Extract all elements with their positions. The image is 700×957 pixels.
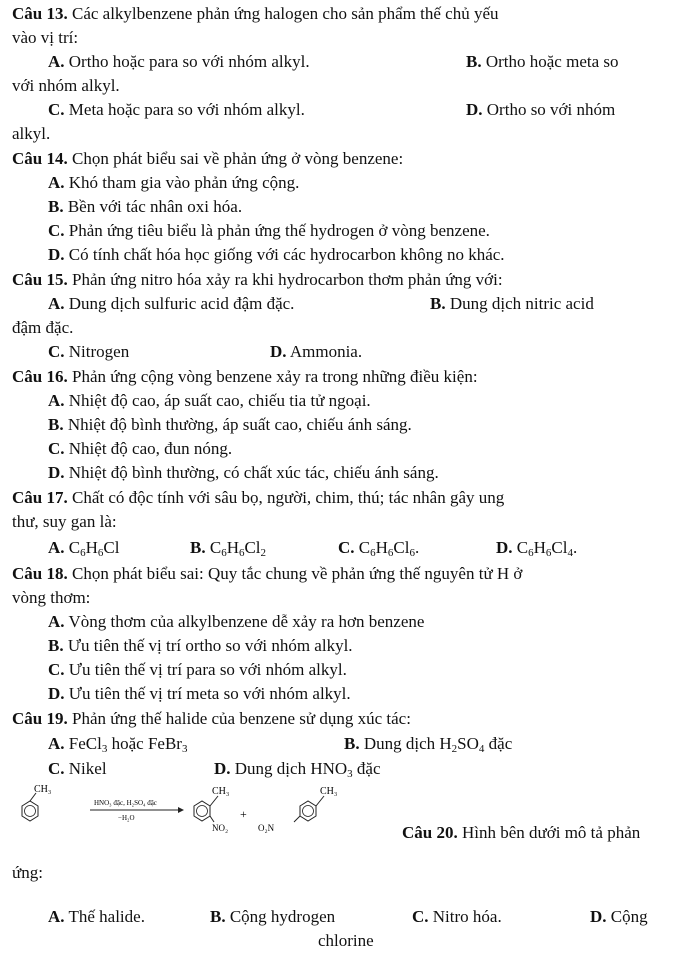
- q18-stem-line1: Câu 18. Chọn phát biểu sai: Quy tắc chung về phản ứng thế nguyên tử H ở: [12, 564, 523, 583]
- q13-option-b[interactable]: B. Ortho hoặc meta so: [466, 52, 619, 71]
- q16-stem-line: Câu 16. Phản ứng cộng vòng benzene xảy ra trong những điều kiện:: [12, 367, 478, 386]
- q15-stem-line: Câu 15. Phản ứng nitro hóa xảy ra khi hydrocarbon thơm phản ứng với:: [12, 270, 503, 289]
- q13-options-row2: [0, 99, 700, 121]
- product2-ch3-label: CH₃: [320, 786, 338, 797]
- q13-stem-2: vào vị trí:: [12, 28, 79, 47]
- q13-option-d[interactable]: D. Ortho so với nhóm: [466, 100, 616, 119]
- q15-options-row1: [0, 293, 700, 315]
- q18-option-c[interactable]: C. Ưu tiên thế vị trí para so với nhóm alkyl.: [48, 660, 347, 679]
- q19-option-c[interactable]: C. Nikel: [48, 759, 107, 778]
- q17-option-b[interactable]: B. $C_6H_6Cl_2$: [190, 538, 267, 559]
- q16-option-b[interactable]: B. Nhiệt độ bình thường, áp suất cao, chiếu ánh sáng.: [48, 415, 412, 434]
- q16-option-d[interactable]: D. Nhiệt độ bình thường, có chất xúc tác, chiếu ánh sáng.: [48, 463, 439, 482]
- q13-label: Câu 13.: [12, 4, 68, 23]
- q14-option-d[interactable]: D. Có tính chất hóa học giống với các hydrocarbon không no khác.: [48, 245, 505, 264]
- q18-stem-line2: vòng thơm:: [12, 588, 91, 607]
- q15-option-c[interactable]: C. Nitrogen: [48, 342, 130, 361]
- q13-stem-line2: [12, 27, 700, 49]
- q13-stem-line1: [12, 3, 700, 25]
- q14-option-c[interactable]: C. Phản ứng tiêu biểu là phản ứng thế hydrogen ở vòng benzene.: [48, 221, 490, 240]
- q16-option-a[interactable]: A. Nhiệt độ cao, áp suất cao, chiếu tia tử ngoại.: [48, 391, 371, 410]
- q17-label: Câu 17.: [12, 488, 68, 507]
- q15-options-row2: [0, 341, 700, 363]
- q20-option-d[interactable]: D. Cộng: [590, 907, 648, 926]
- q19-option-d[interactable]: D. Dung dịch $HNO_3$ đặc: [214, 759, 381, 780]
- q20-option-d-cont: chlorine: [318, 931, 374, 950]
- q17-stem-line2: thư, suy gan là:: [12, 512, 117, 531]
- q18-label: Câu 18.: [12, 564, 68, 583]
- q14-stem-line: Câu 14. Chọn phát biểu sai về phản ứng ở vòng benzene:: [12, 149, 404, 168]
- condition-top: HNO₃ đặc, H₂SO₄ đặc: [94, 799, 157, 807]
- product1-ch3-label: CH₃: [212, 786, 230, 797]
- q14-option-a[interactable]: A. Khó tham gia vào phản ứng cộng.: [48, 173, 300, 192]
- q15-option-a[interactable]: A. Dung dịch sulfuric acid đậm đặc.: [48, 294, 295, 313]
- q13-option-d-cont: alkyl.: [12, 124, 51, 143]
- q15-label: Câu 15.: [12, 270, 68, 289]
- ring-circle-reactant: [25, 806, 36, 817]
- product2-o2n-label: O₂N: [258, 823, 275, 833]
- q20-label: Câu 20.: [402, 823, 458, 842]
- q19-label: Câu 19.: [12, 709, 68, 728]
- q13-option-b-cont: với nhóm alkyl.: [12, 76, 120, 95]
- condition-bottom: −H₂O: [118, 814, 135, 822]
- q15-option-b-cont: đậm đặc.: [12, 318, 74, 337]
- product1-no2-label: NO₂: [212, 823, 229, 833]
- q19-option-a[interactable]: A. FeCl$_3$ hoặc FeBr$_3$: [48, 734, 188, 755]
- reactant-ch3-label: CH₃: [34, 784, 52, 795]
- q19-option-b[interactable]: B. Dung dịch $H_2SO_4$ đặc: [344, 734, 513, 755]
- q20-stem-line1: Câu 20. Hình bên dưới mô tả phản: [402, 823, 641, 842]
- q20-stem-line2: ứng:: [12, 863, 43, 882]
- q16-option-c[interactable]: C. Nhiệt độ cao, đun nóng.: [48, 439, 233, 458]
- q20-option-b[interactable]: B. Cộng hydrogen: [210, 907, 336, 926]
- q17-options-row: [0, 537, 700, 559]
- q19-options-row1: [0, 733, 700, 755]
- q16-label: Câu 16.: [12, 367, 68, 386]
- q15-option-d[interactable]: D. Ammonia.: [270, 342, 363, 361]
- q18-option-a[interactable]: A. Vòng thơm của alkylbenzene dễ xảy ra hơn benzene: [48, 612, 425, 631]
- arrow-head-icon: [178, 807, 184, 813]
- q19-options-row2: [0, 758, 700, 780]
- q20-options-row: [0, 906, 700, 928]
- q18-option-b[interactable]: B. Ưu tiên thế vị trí ortho so với nhóm alkyl.: [48, 636, 353, 655]
- q13-stem-1: Các alkylbenzene phản ứng halogen cho sản phẩm thế chủ yếu: [67, 4, 499, 23]
- q14-option-b[interactable]: B. Bền với tác nhân oxi hóa.: [48, 197, 243, 216]
- q17-option-a[interactable]: A. $C_6H_6Cl$: [48, 538, 120, 559]
- q20-option-c[interactable]: C. Nitro hóa.: [412, 907, 502, 926]
- q17-stem-line1: Câu 17. Chất có độc tính với sâu bọ, người, chim, thú; tác nhân gây ung: [12, 488, 505, 507]
- q13-options-row1: [0, 51, 700, 73]
- q20-option-a[interactable]: A. Thế halide.: [48, 907, 145, 926]
- q13-option-a[interactable]: A. Ortho hoặc para so với nhóm alkyl.: [48, 52, 310, 71]
- q19-stem-line: Câu 19. Phản ứng thế halide của benzene sử dụng xúc tác:: [12, 709, 411, 728]
- q18-option-d[interactable]: D. Ưu tiên thế vị trí meta so với nhóm alkyl.: [48, 684, 351, 703]
- plus-sign: +: [240, 807, 247, 821]
- q15-option-b[interactable]: B. Dung dịch nitric acid: [430, 294, 594, 313]
- q17-option-c[interactable]: C. $C_6H_6Cl_6$.: [338, 538, 420, 559]
- q13-option-c[interactable]: C. Meta hoặc para so với nhóm alkyl.: [48, 100, 305, 119]
- q17-option-d[interactable]: D. $C_6H_6Cl_4$.: [496, 538, 578, 559]
- reaction-diagram: [0, 780, 400, 840]
- q14-label: Câu 14.: [12, 149, 68, 168]
